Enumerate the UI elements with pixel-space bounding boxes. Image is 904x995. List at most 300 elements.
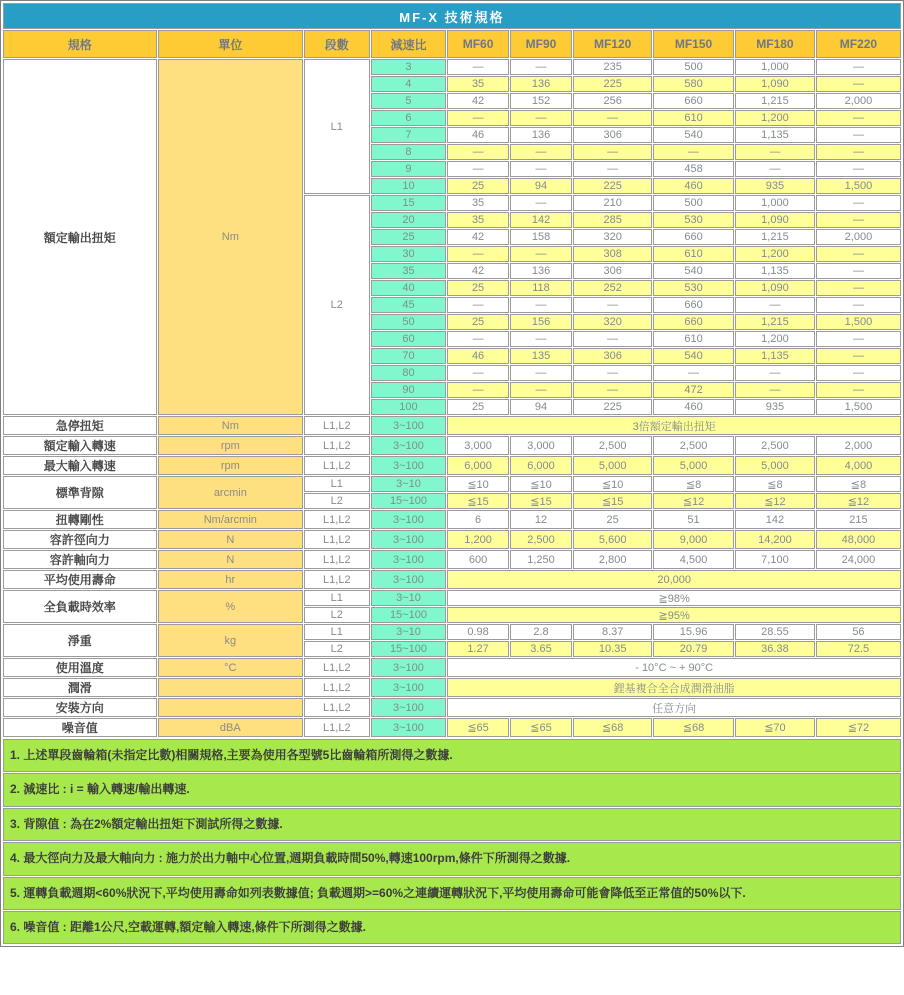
value-cell: 25 <box>447 399 508 415</box>
spec-label: 全負載時效率 <box>3 590 157 623</box>
value-cell: — <box>816 348 901 364</box>
value-cell: 1,500 <box>816 178 901 194</box>
ratio-cell: 45 <box>371 297 447 313</box>
spec-row-最大輸入轉速-L1,L2 <box>3 456 901 475</box>
value-cell: 530 <box>653 212 734 228</box>
value-cell: 610 <box>653 110 734 126</box>
spec-label: 潤滑 <box>3 678 157 697</box>
value-cell: 7,100 <box>735 550 815 569</box>
value-cell: 94 <box>510 178 572 194</box>
spec-label: 額定輸出扭矩 <box>3 59 157 415</box>
value-cell: — <box>573 161 652 177</box>
value-cell: 256 <box>573 93 652 109</box>
ratio-cell: 3~100 <box>371 718 447 737</box>
note-row-1 <box>3 739 901 772</box>
column-header-MF120: MF120 <box>573 30 652 58</box>
value-cell: 1,090 <box>735 212 815 228</box>
value-cell: — <box>510 161 572 177</box>
value-cell: 3,000 <box>510 436 572 455</box>
value-cell: 1,250 <box>510 550 572 569</box>
value-cell: — <box>816 76 901 92</box>
value-cell: 8.37 <box>573 624 652 640</box>
stage-cell: L1,L2 <box>304 570 370 589</box>
note-4: 4. 最大徑向力及最大軸向力 : 施力於出力軸中心位置,週期負載時間50%,轉速100rpm,條件下所測得之數據. <box>3 842 901 875</box>
value-cell: 660 <box>653 297 734 313</box>
value-cell: 118 <box>510 280 572 296</box>
value-cell: — <box>816 59 901 75</box>
column-header-MF180: MF180 <box>735 30 815 58</box>
stage-cell: L1,L2 <box>304 456 370 475</box>
value-cell: ≦10 <box>573 476 652 492</box>
value-cell: 1,135 <box>735 348 815 364</box>
value-cell: — <box>447 297 508 313</box>
value-cell: 660 <box>653 93 734 109</box>
note-row-5 <box>3 877 901 910</box>
value-cell: 1,090 <box>735 76 815 92</box>
value-cell: — <box>653 144 734 160</box>
note-5: 5. 運轉負載週期<60%狀況下,平均使用壽命如列表數據值; 負載週期>=60%之連續運轉狀況下,平均使用壽命可能會降低至正常值的50%以下. <box>3 877 901 910</box>
spec-label: 使用溫度 <box>3 658 157 677</box>
note-1: 1. 上述單段齒輪箱(未指定比數)相關規格,主要為使用各型號5比齒輪箱所測得之數據. <box>3 739 901 772</box>
note-3: 3. 背隙值 : 為在2%額定輸出扭矩下測試所得之數據. <box>3 808 901 841</box>
span-value-cell: 任意方向 <box>447 698 901 717</box>
value-cell: — <box>510 110 572 126</box>
ratio-cell: 10 <box>371 178 447 194</box>
ratio-cell: 6 <box>371 110 447 126</box>
stage-cell: L1 <box>304 476 370 492</box>
value-cell: 156 <box>510 314 572 330</box>
value-cell: — <box>816 110 901 126</box>
unit-cell: Nm/arcmin <box>158 510 303 529</box>
value-cell: 2,500 <box>573 436 652 455</box>
value-cell: — <box>735 382 815 398</box>
value-cell: 1,200 <box>447 530 508 549</box>
value-cell: 136 <box>510 127 572 143</box>
value-cell: 46 <box>447 348 508 364</box>
value-cell: 4,500 <box>653 550 734 569</box>
span-value-cell: 20,000 <box>447 570 901 589</box>
spec-label: 最大輸入轉速 <box>3 456 157 475</box>
value-cell: 320 <box>573 229 652 245</box>
value-cell: 2,500 <box>510 530 572 549</box>
spec-row-全負載時效率-L1 <box>3 590 901 606</box>
value-cell: 1,215 <box>735 229 815 245</box>
span-value-cell: ≧95% <box>447 607 901 623</box>
stage-cell: L1,L2 <box>304 698 370 717</box>
value-cell: 42 <box>447 93 508 109</box>
value-cell: 28.55 <box>735 624 815 640</box>
ratio-cell: 3~100 <box>371 436 447 455</box>
spec-row-扭轉剛性-L1,L2 <box>3 510 901 529</box>
unit-cell: dBA <box>158 718 303 737</box>
value-cell: — <box>510 195 572 211</box>
value-cell: — <box>653 365 734 381</box>
value-cell: 540 <box>653 127 734 143</box>
span-value-cell: - 10°C ~ + 90°C <box>447 658 901 677</box>
value-cell: — <box>573 331 652 347</box>
value-cell: 6,000 <box>447 456 508 475</box>
value-cell: ≦72 <box>816 718 901 737</box>
stage-cell: L1,L2 <box>304 658 370 677</box>
value-cell: 1,200 <box>735 110 815 126</box>
spec-label: 急停扭矩 <box>3 416 157 435</box>
value-cell: 500 <box>653 195 734 211</box>
note-6: 6. 噪音值 : 距離1公尺,空載運轉,額定輸入轉速,條件下所測得之數據. <box>3 911 901 944</box>
value-cell: — <box>816 127 901 143</box>
value-cell: 142 <box>735 510 815 529</box>
value-cell: 24,000 <box>816 550 901 569</box>
value-cell: 3,000 <box>447 436 508 455</box>
ratio-cell: 60 <box>371 331 447 347</box>
value-cell: 1,215 <box>735 93 815 109</box>
ratio-cell: 7 <box>371 127 447 143</box>
ratio-cell: 3~100 <box>371 530 447 549</box>
value-cell: 610 <box>653 246 734 262</box>
value-cell: 3.65 <box>510 641 572 657</box>
spec-row-容許軸向力-L1,L2 <box>3 550 901 569</box>
unit-cell: N <box>158 550 303 569</box>
value-cell: — <box>816 212 901 228</box>
value-cell: 25 <box>447 178 508 194</box>
value-cell: 2,500 <box>735 436 815 455</box>
column-header-MF90: MF90 <box>510 30 572 58</box>
value-cell: 1,000 <box>735 195 815 211</box>
value-cell: 46 <box>447 127 508 143</box>
value-cell: 225 <box>573 178 652 194</box>
value-cell: 1,215 <box>735 314 815 330</box>
value-cell: — <box>816 144 901 160</box>
spec-row-使用溫度-L1,L2 <box>3 658 901 677</box>
stage-cell: L1,L2 <box>304 678 370 697</box>
ratio-cell: 35 <box>371 263 447 279</box>
unit-cell: rpm <box>158 436 303 455</box>
spec-row-額定輸入轉速-L1,L2 <box>3 436 901 455</box>
spec-label: 容許軸向力 <box>3 550 157 569</box>
value-cell: 1,500 <box>816 399 901 415</box>
spec-label: 額定輸入轉速 <box>3 436 157 455</box>
value-cell: 48,000 <box>816 530 901 549</box>
value-cell: ≦15 <box>573 493 652 509</box>
stage-cell: L2 <box>304 641 370 657</box>
ratio-cell: 9 <box>371 161 447 177</box>
value-cell: — <box>816 297 901 313</box>
header-row <box>3 30 901 58</box>
value-cell: — <box>447 365 508 381</box>
column-header-段數: 段數 <box>304 30 370 58</box>
stage-cell: L1,L2 <box>304 436 370 455</box>
value-cell: — <box>816 195 901 211</box>
value-cell: 225 <box>573 399 652 415</box>
value-cell: 25 <box>447 314 508 330</box>
value-cell: 2,000 <box>816 229 901 245</box>
value-cell: 135 <box>510 348 572 364</box>
value-cell: — <box>816 365 901 381</box>
value-cell: 6 <box>447 510 508 529</box>
value-cell: 1.27 <box>447 641 508 657</box>
value-cell: 306 <box>573 263 652 279</box>
value-cell: 1,200 <box>735 246 815 262</box>
value-cell: 35 <box>447 195 508 211</box>
value-cell: — <box>816 280 901 296</box>
unit-cell: % <box>158 590 303 623</box>
value-cell: 2,800 <box>573 550 652 569</box>
value-cell: 4,000 <box>816 456 901 475</box>
value-cell: 1,200 <box>735 331 815 347</box>
ratio-cell: 15 <box>371 195 447 211</box>
value-cell: 320 <box>573 314 652 330</box>
value-cell: 5,000 <box>653 456 734 475</box>
value-cell: — <box>447 59 508 75</box>
spec-row-急停扭矩-L1,L2 <box>3 416 901 435</box>
ratio-cell: 40 <box>371 280 447 296</box>
value-cell: — <box>816 331 901 347</box>
unit-cell: Nm <box>158 59 303 415</box>
stage-cell: L1,L2 <box>304 416 370 435</box>
ratio-cell: 15~100 <box>371 641 447 657</box>
value-cell: 142 <box>510 212 572 228</box>
value-cell: — <box>510 297 572 313</box>
ratio-cell: 70 <box>371 348 447 364</box>
value-cell: 285 <box>573 212 652 228</box>
value-cell: — <box>735 297 815 313</box>
value-cell: 25 <box>573 510 652 529</box>
value-cell: 472 <box>653 382 734 398</box>
value-cell: 9,000 <box>653 530 734 549</box>
ratio-cell: 3~100 <box>371 416 447 435</box>
value-cell: ≦8 <box>816 476 901 492</box>
spec-label: 噪音值 <box>3 718 157 737</box>
ratio-cell: 90 <box>371 382 447 398</box>
notes-table <box>2 738 902 945</box>
ratio-cell: 15~100 <box>371 607 447 623</box>
column-header-MF150: MF150 <box>653 30 734 58</box>
stage-cell: L2 <box>304 195 370 415</box>
stage-cell: L2 <box>304 493 370 509</box>
value-cell: — <box>735 161 815 177</box>
value-cell: — <box>510 246 572 262</box>
value-cell: 35 <box>447 212 508 228</box>
ratio-cell: 3~10 <box>371 590 447 606</box>
ratio-cell: 100 <box>371 399 447 415</box>
spec-row-容許徑向力-L1,L2 <box>3 530 901 549</box>
spec-row-標準背隙-L1 <box>3 476 901 492</box>
note-row-3 <box>3 808 901 841</box>
value-cell: 72.5 <box>816 641 901 657</box>
value-cell: 660 <box>653 314 734 330</box>
stage-cell: L1,L2 <box>304 718 370 737</box>
value-cell: 2,500 <box>653 436 734 455</box>
value-cell: 600 <box>447 550 508 569</box>
spec-label: 容許徑向力 <box>3 530 157 549</box>
note-row-4 <box>3 842 901 875</box>
unit-cell: arcmin <box>158 476 303 509</box>
ratio-cell: 4 <box>371 76 447 92</box>
note-row-6 <box>3 911 901 944</box>
spec-label: 標準背隙 <box>3 476 157 509</box>
value-cell: 2,000 <box>816 436 901 455</box>
value-cell: — <box>573 365 652 381</box>
stage-cell: L1 <box>304 590 370 606</box>
value-cell: 56 <box>816 624 901 640</box>
span-value-cell: ≧98% <box>447 590 901 606</box>
page-title: MF-X 技術規格 <box>3 3 901 29</box>
value-cell: — <box>447 110 508 126</box>
value-cell: 42 <box>447 229 508 245</box>
value-cell: 152 <box>510 93 572 109</box>
value-cell: ≦65 <box>447 718 508 737</box>
value-cell: — <box>447 331 508 347</box>
value-cell: 1,500 <box>816 314 901 330</box>
ratio-cell: 5 <box>371 93 447 109</box>
value-cell: — <box>510 365 572 381</box>
value-cell: 1,090 <box>735 280 815 296</box>
column-header-MF220: MF220 <box>816 30 901 58</box>
value-cell: 42 <box>447 263 508 279</box>
value-cell: 210 <box>573 195 652 211</box>
ratio-cell: 3~100 <box>371 658 447 677</box>
value-cell: 36.38 <box>735 641 815 657</box>
ratio-cell: 3 <box>371 59 447 75</box>
value-cell: 2,000 <box>816 93 901 109</box>
value-cell: 5,000 <box>735 456 815 475</box>
value-cell: 10.35 <box>573 641 652 657</box>
ratio-cell: 3~100 <box>371 678 447 697</box>
spec-row-安裝方向-L1,L2 <box>3 698 901 717</box>
value-cell: ≦12 <box>735 493 815 509</box>
ratio-cell: 8 <box>371 144 447 160</box>
value-cell: ≦10 <box>447 476 508 492</box>
value-cell: — <box>816 382 901 398</box>
value-cell: — <box>573 110 652 126</box>
value-cell: ≦70 <box>735 718 815 737</box>
value-cell: — <box>573 297 652 313</box>
value-cell: 460 <box>653 178 734 194</box>
value-cell: 1,135 <box>735 263 815 279</box>
spec-label: 安裝方向 <box>3 698 157 717</box>
value-cell: — <box>447 382 508 398</box>
value-cell: — <box>447 144 508 160</box>
column-header-單位: 單位 <box>158 30 303 58</box>
value-cell: ≦68 <box>653 718 734 737</box>
value-cell: 225 <box>573 76 652 92</box>
ratio-cell: 80 <box>371 365 447 381</box>
title-row <box>3 3 901 29</box>
value-cell: 5,600 <box>573 530 652 549</box>
value-cell: — <box>816 161 901 177</box>
value-cell: — <box>573 144 652 160</box>
value-cell: 2.8 <box>510 624 572 640</box>
ratio-cell: 3~100 <box>371 698 447 717</box>
span-value-cell: 鋰基複合全合成潤滑油脂 <box>447 678 901 697</box>
ratio-cell: 50 <box>371 314 447 330</box>
value-cell: ≦12 <box>653 493 734 509</box>
value-cell: — <box>447 161 508 177</box>
value-cell: 610 <box>653 331 734 347</box>
value-cell: — <box>573 382 652 398</box>
value-cell: 500 <box>653 59 734 75</box>
value-cell: 540 <box>653 263 734 279</box>
value-cell: 460 <box>653 399 734 415</box>
value-cell: 1,000 <box>735 59 815 75</box>
value-cell: 308 <box>573 246 652 262</box>
value-cell: 458 <box>653 161 734 177</box>
value-cell: — <box>735 144 815 160</box>
column-header-減速比: 減速比 <box>371 30 447 58</box>
ratio-cell: 3~10 <box>371 476 447 492</box>
value-cell: — <box>510 331 572 347</box>
value-cell: ≦15 <box>510 493 572 509</box>
value-cell: 935 <box>735 399 815 415</box>
value-cell: 136 <box>510 76 572 92</box>
value-cell: 935 <box>735 178 815 194</box>
note-2: 2. 減速比 : i = 輸入轉速/輸出轉速. <box>3 773 901 806</box>
spec-row-噪音值-L1,L2 <box>3 718 901 737</box>
value-cell: 530 <box>653 280 734 296</box>
ratio-cell: 3~100 <box>371 550 447 569</box>
value-cell: — <box>447 246 508 262</box>
stage-cell: L1,L2 <box>304 510 370 529</box>
stage-cell: L1,L2 <box>304 550 370 569</box>
value-cell: ≦65 <box>510 718 572 737</box>
value-cell: 14,200 <box>735 530 815 549</box>
value-cell: 51 <box>653 510 734 529</box>
ratio-cell: 30 <box>371 246 447 262</box>
ratio-cell: 3~100 <box>371 510 447 529</box>
column-header-規格: 規格 <box>3 30 157 58</box>
value-cell: 1,135 <box>735 127 815 143</box>
unit-cell: kg <box>158 624 303 657</box>
value-cell: ≦8 <box>735 476 815 492</box>
value-cell: — <box>510 382 572 398</box>
value-cell: ≦10 <box>510 476 572 492</box>
spec-label: 淨重 <box>3 624 157 657</box>
value-cell: 6,000 <box>510 456 572 475</box>
value-cell: 580 <box>653 76 734 92</box>
unit-cell: °C <box>158 658 303 677</box>
spec-table <box>2 2 902 738</box>
value-cell: — <box>816 246 901 262</box>
ratio-cell: 20 <box>371 212 447 228</box>
unit-cell: rpm <box>158 456 303 475</box>
ratio-cell: 15~100 <box>371 493 447 509</box>
value-cell: 306 <box>573 348 652 364</box>
value-cell: 20.79 <box>653 641 734 657</box>
value-cell: — <box>510 144 572 160</box>
value-cell: 15.96 <box>653 624 734 640</box>
value-cell: ≦15 <box>447 493 508 509</box>
value-cell: 12 <box>510 510 572 529</box>
value-cell: 94 <box>510 399 572 415</box>
unit-cell: N <box>158 530 303 549</box>
value-cell: 5,000 <box>573 456 652 475</box>
stage-cell: L2 <box>304 607 370 623</box>
spec-row-平均使用壽命-L1,L2 <box>3 570 901 589</box>
value-cell: 540 <box>653 348 734 364</box>
unit-cell <box>158 678 303 697</box>
value-cell: ≦12 <box>816 493 901 509</box>
spec-label: 平均使用壽命 <box>3 570 157 589</box>
value-cell: 660 <box>653 229 734 245</box>
value-cell: 25 <box>447 280 508 296</box>
value-cell: 158 <box>510 229 572 245</box>
unit-cell <box>158 698 303 717</box>
span-value-cell: 3倍額定輸出扭矩 <box>447 416 901 435</box>
value-cell: 306 <box>573 127 652 143</box>
stage-cell: L1 <box>304 59 370 194</box>
value-cell: — <box>816 263 901 279</box>
spec-label: 扭轉剛性 <box>3 510 157 529</box>
value-cell: 136 <box>510 263 572 279</box>
